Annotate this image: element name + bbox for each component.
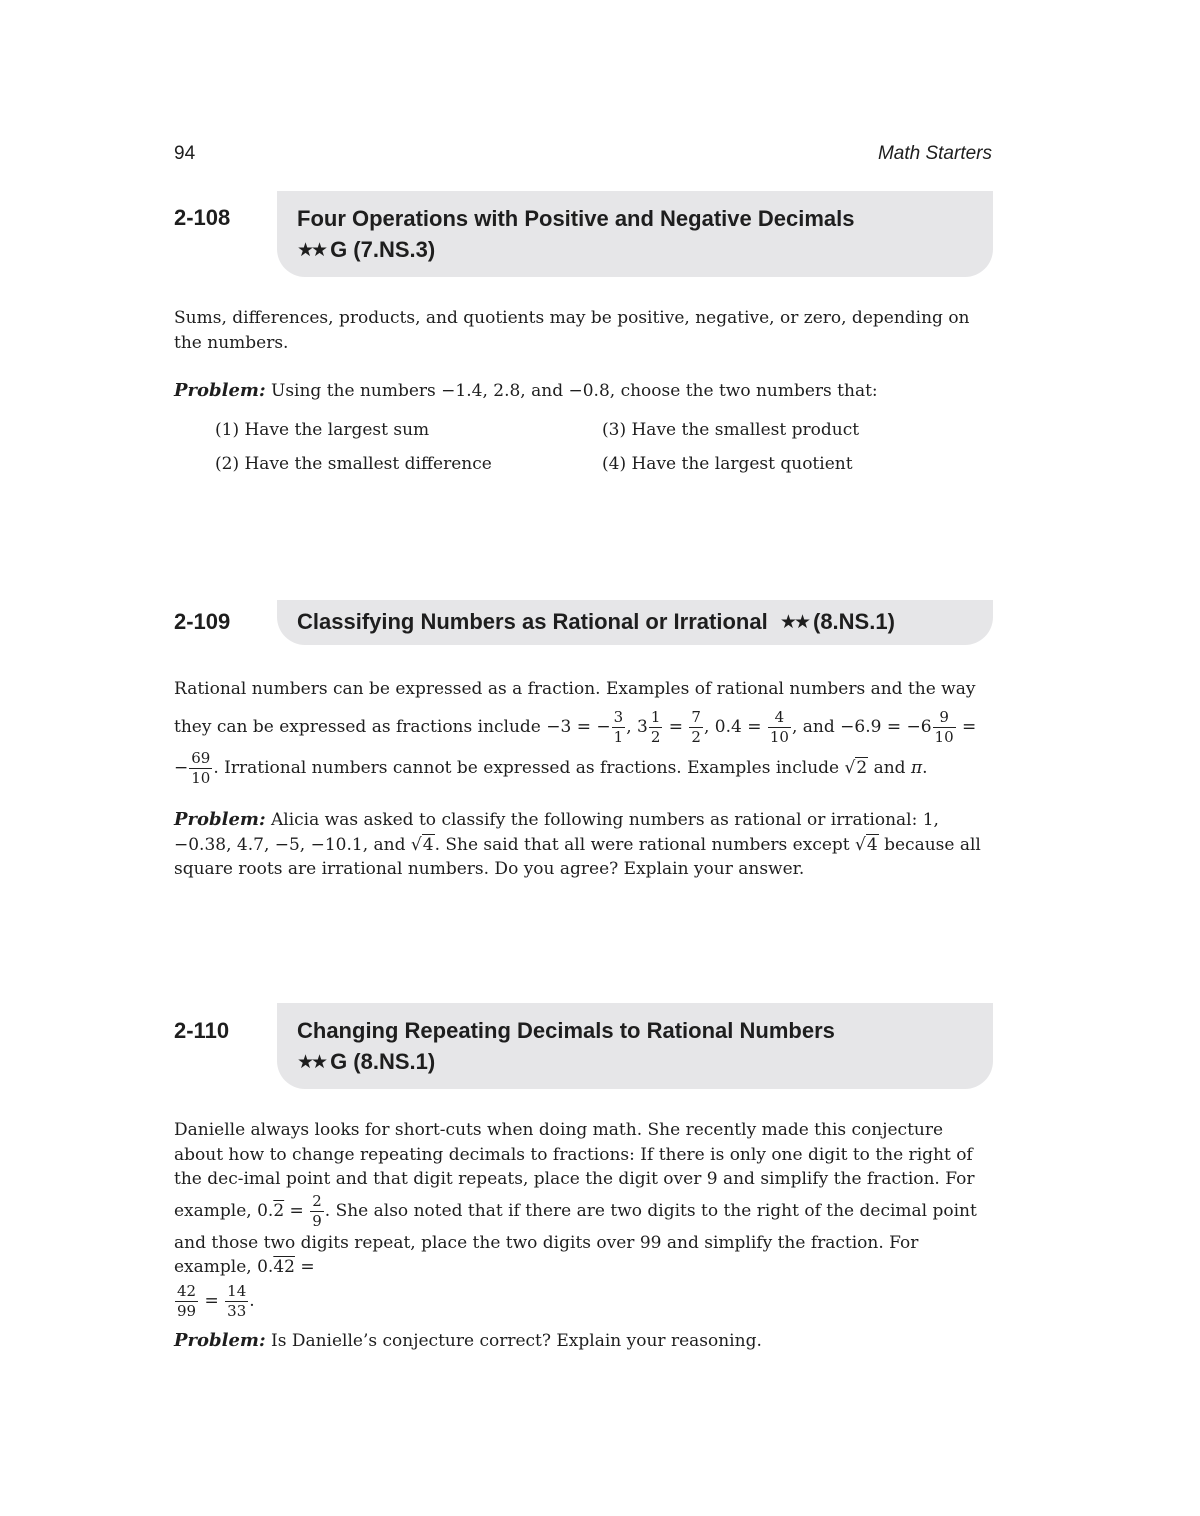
section-title: [297, 1015, 973, 1079]
section-intro-2-110: [174, 1118, 994, 1321]
section-number-2-109: 2-109: [174, 609, 231, 634]
section-title: [297, 606, 973, 639]
fraction: [768, 708, 791, 747]
problem-2-109: [174, 808, 994, 882]
numerator: 2: [312, 1191, 322, 1210]
problem-text: Using the numbers −1.4, 2.8, and −0.8, choose the two numbers that:: [271, 381, 878, 401]
problem-label: Problem:: [174, 380, 266, 401]
section-number-2-108: 2-108: [174, 205, 231, 230]
denominator: 33: [227, 1301, 247, 1320]
irrational-line: [174, 749, 994, 788]
text-run: . She also noted that if there are two digits to the right of the decimal point and those two digits repeat, place the two digits over 99 and simplify the fraction. For example, 0.: [174, 1200, 977, 1277]
numerator: 7: [691, 708, 701, 726]
text-run: , 0.4 =: [703, 717, 767, 737]
fraction: [689, 708, 703, 747]
problem-text: . She said that all were rational numbers except: [434, 834, 856, 855]
problem-text: because all square roots are irrational numbers. Do you agree? Explain your answer.: [174, 834, 981, 879]
page-number: 94: [174, 143, 196, 164]
text-run: . Irrational numbers cannot be expressed as fractions. Examples include: [213, 758, 845, 778]
running-title: Math Starters: [877, 143, 992, 164]
intro-text: [174, 1118, 994, 1280]
problem-item-1: (1) Have the largest sum: [215, 420, 430, 440]
denominator: 99: [177, 1301, 197, 1320]
problem-item-3: (3) Have the smallest product: [602, 420, 860, 440]
denominator: 2: [650, 728, 661, 746]
numerator: 69: [191, 749, 211, 767]
text-run: and: [868, 758, 911, 778]
pi-symbol: π: [910, 758, 923, 778]
problem-text: Is Danielle’s conjecture correct? Explain your reasoning.: [271, 1331, 762, 1351]
standard-code: G (8.NS.1): [330, 1049, 436, 1074]
fraction: [310, 1192, 324, 1231]
fraction: [175, 1282, 198, 1321]
text-run: =: [199, 1290, 225, 1311]
numerator: 4: [768, 708, 791, 728]
square-root: √4: [855, 834, 878, 855]
repeating-digit: 42: [273, 1257, 295, 1277]
denominator: 10: [191, 769, 211, 787]
problem-2-108: [174, 379, 994, 404]
section-header-2-110: [277, 1003, 993, 1089]
section-intro-2-109: [174, 674, 994, 788]
text-run: , and −6.9 = −6: [791, 717, 932, 737]
denominator: 9: [312, 1211, 322, 1230]
section-intro-2-108: [174, 306, 994, 355]
numerator: 3: [613, 708, 624, 726]
standard-code: G (7.NS.3): [330, 237, 436, 262]
denominator: 10: [934, 728, 954, 746]
difficulty-stars-icon: ★★: [297, 1052, 326, 1073]
fraction-line: [174, 1282, 994, 1321]
square-root: √4: [410, 834, 434, 855]
difficulty-stars-icon: ★★: [779, 612, 808, 633]
problem-label: Problem:: [174, 809, 266, 830]
section-title-line1: Changing Repeating Decimals to Rational Numbers: [297, 1018, 835, 1043]
numerator: 9: [933, 708, 956, 728]
text-run: −: [174, 758, 189, 778]
section-header-2-109: [277, 600, 993, 645]
denominator: 10: [769, 728, 789, 746]
fraction: [933, 708, 956, 747]
section-header-2-108: [277, 191, 993, 277]
text-run: they can be expressed as fractions include −3 = −: [174, 717, 611, 737]
problem-text: Alicia was asked to classify the following numbers as rational or irrational: 1, −0.38, 4.7, −5, −10.1, and: [174, 810, 939, 855]
text-run: .: [249, 1290, 255, 1311]
intro-text: Sums, differences, products, and quotients may be positive, negative, or zero, depending on the numbers.: [174, 308, 970, 353]
text-run: =: [284, 1200, 310, 1221]
section-title-line1: Four Operations with Positive and Negative Decimals: [297, 206, 855, 231]
problem-2-110: [174, 1329, 994, 1354]
section-number-2-110: 2-110: [174, 1018, 230, 1043]
standard-code: (8.NS.1): [813, 609, 895, 634]
problem-label: Problem:: [174, 1330, 266, 1351]
text-run: =: [663, 717, 689, 737]
denominator: 2: [691, 728, 701, 746]
examples-line: [174, 708, 994, 747]
denominator: 1: [613, 728, 624, 746]
fraction: [225, 1282, 248, 1321]
text-run: =: [294, 1257, 315, 1277]
intro-line1: Rational numbers can be expressed as a fraction. Examples of rational numbers and the way: [174, 679, 976, 699]
text-run: , 3: [626, 717, 648, 737]
square-root: √2: [844, 758, 868, 778]
fraction: [649, 708, 663, 747]
numerator: 14: [227, 1281, 247, 1300]
radicand: 2: [856, 758, 868, 778]
text-run: 0.: [257, 1200, 274, 1221]
repeating-digit: 2: [273, 1200, 285, 1221]
section-title: [297, 203, 973, 267]
radicand: 4: [866, 834, 878, 855]
section-title-line1: Classifying Numbers as Rational or Irrational: [297, 609, 768, 634]
numerator: 1: [650, 708, 661, 726]
text-run: .: [922, 758, 928, 778]
fraction: [189, 749, 212, 788]
text-run: Danielle always looks for short-cuts when doing math. She recently made this conjecture about how to change repeating decimals to fractions: If there is only one digit to the right of the dec-imal point and that digit repeats, place the digit over 9 and simplify the fraction. For example,: [174, 1120, 975, 1221]
radicand: 4: [422, 834, 434, 855]
difficulty-stars-icon: ★★: [297, 240, 326, 261]
text-run: =: [956, 717, 977, 737]
problem-item-4: (4) Have the largest quotient: [602, 454, 853, 474]
fraction: [612, 708, 626, 747]
problem-item-2: (2) Have the smallest difference: [215, 454, 492, 474]
numerator: 42: [177, 1281, 197, 1300]
